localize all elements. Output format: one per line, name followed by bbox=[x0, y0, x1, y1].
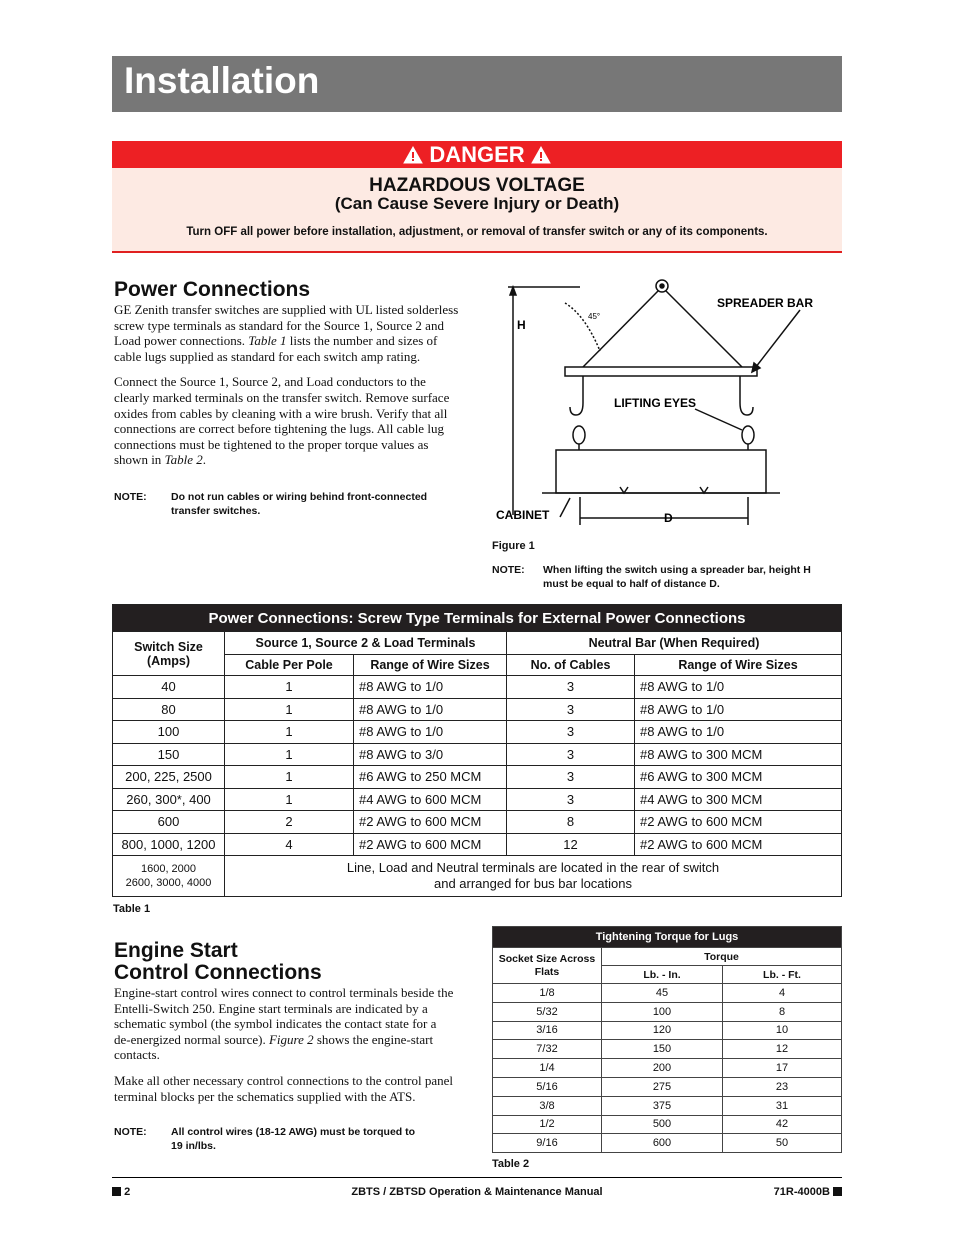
lifting-diagram bbox=[490, 275, 842, 535]
wire-range-cell: #4 AWG to 600 MCM bbox=[354, 788, 507, 811]
table-row bbox=[113, 698, 842, 721]
cable-per-pole-cell: 1 bbox=[225, 721, 354, 744]
neutral-wire-range-cell: #6 AWG to 300 MCM bbox=[635, 766, 842, 789]
neutral-wire-range-cell: #4 AWG to 300 MCM bbox=[635, 788, 842, 811]
header-lb-in: Lb. - In. bbox=[602, 966, 723, 984]
socket-size-cell: 1/2 bbox=[493, 1115, 602, 1134]
heading-line: Engine Start bbox=[114, 939, 238, 962]
table-row bbox=[113, 856, 842, 897]
torque-lb-ft-cell: 12 bbox=[723, 1040, 842, 1059]
power-connections-table bbox=[112, 604, 842, 897]
switch-size-cell bbox=[113, 856, 225, 897]
table-title: Power Connections: Screw Type Terminals for External Power Connections bbox=[113, 605, 842, 632]
cable-count-cell: 3 bbox=[507, 743, 635, 766]
warning-triangle-icon bbox=[531, 146, 551, 164]
table-row bbox=[493, 1002, 842, 1021]
table-row bbox=[493, 1134, 842, 1153]
switch-size-cell: 800, 1000, 1200 bbox=[113, 833, 225, 856]
danger-header bbox=[112, 141, 842, 168]
spreader-bar-label: SPREADER BAR bbox=[717, 296, 814, 310]
paragraph-text: Engine-start control wires connect to control terminals beside the Entelli-Switch 250. Engine start terminals are indicated by a schematic symbol (the symbol indicates the contact state for a de-energized normal source). bbox=[114, 985, 454, 1047]
hazard-title: HAZARDOUS VOLTAGE bbox=[369, 175, 585, 196]
cable-per-pole-cell: 1 bbox=[225, 788, 354, 811]
header-lb-ft: Lb. - Ft. bbox=[723, 966, 842, 984]
height-label: H bbox=[517, 318, 526, 332]
torque-lb-ft-cell: 50 bbox=[723, 1134, 842, 1153]
table-row bbox=[493, 1115, 842, 1134]
wire-range-cell: #8 AWG to 1/0 bbox=[354, 698, 507, 721]
square-bullet-icon bbox=[833, 1187, 842, 1196]
torque-lb-in-cell: 375 bbox=[602, 1096, 723, 1115]
neutral-wire-range-cell: #8 AWG to 1/0 bbox=[635, 676, 842, 699]
wire-range-cell: #2 AWG to 600 MCM bbox=[354, 811, 507, 834]
table-row bbox=[493, 1096, 842, 1115]
table-row bbox=[493, 1040, 842, 1059]
lifting-eyes-label: LIFTING EYES bbox=[614, 396, 697, 410]
table-title: Tightening Torque for Lugs bbox=[493, 927, 842, 948]
neutral-wire-range-cell: #2 AWG to 600 MCM bbox=[635, 833, 842, 856]
torque-lb-in-cell: 45 bbox=[602, 984, 723, 1003]
switch-size-cell: 150 bbox=[113, 743, 225, 766]
cable-per-pole-cell: 2 bbox=[225, 811, 354, 834]
wire-range-cell: #8 AWG to 1/0 bbox=[354, 721, 507, 744]
cable-per-pole-cell: 1 bbox=[225, 743, 354, 766]
cable-per-pole-cell: 4 bbox=[225, 833, 354, 856]
table-caption: Table 2 bbox=[492, 1158, 530, 1170]
switch-size-cell: 260, 300*, 400 bbox=[113, 788, 225, 811]
cable-count-cell: 3 bbox=[507, 721, 635, 744]
table-row bbox=[113, 676, 842, 699]
paragraph-text: shows the engine-start contacts. bbox=[114, 1031, 434, 1063]
torque-lb-ft-cell: 42 bbox=[723, 1115, 842, 1134]
power-connections-paragraph-2 bbox=[114, 374, 464, 468]
header-switch-size: Switch Size (Amps) bbox=[113, 632, 225, 676]
header-torque: Torque bbox=[602, 948, 842, 966]
hazard-subtitle: (Can Cause Severe Injury or Death) bbox=[334, 194, 620, 213]
table-row bbox=[493, 1059, 842, 1078]
danger-label: DANGER bbox=[429, 142, 525, 167]
cable-count-cell: 3 bbox=[507, 788, 635, 811]
header-socket-size: Socket Size Across Flats bbox=[493, 948, 602, 984]
cable-count-cell: 3 bbox=[507, 766, 635, 789]
wire-range-cell: #8 AWG to 3/0 bbox=[354, 743, 507, 766]
switch-size-cell: 80 bbox=[113, 698, 225, 721]
table-body bbox=[113, 676, 842, 856]
header-range-wire-sizes: Range of Wire Sizes bbox=[635, 655, 842, 676]
socket-size-cell: 7/32 bbox=[493, 1040, 602, 1059]
engine-start-section bbox=[114, 940, 454, 1104]
table-row bbox=[113, 788, 842, 811]
table-row bbox=[113, 833, 842, 856]
engine-start-note bbox=[114, 1125, 454, 1155]
table-row bbox=[113, 743, 842, 766]
distance-label: D bbox=[664, 511, 673, 525]
figure-caption: Figure 1 bbox=[492, 540, 535, 552]
torque-lb-ft-cell: 23 bbox=[723, 1077, 842, 1096]
footer-rule bbox=[112, 1177, 842, 1178]
footer-doc-number bbox=[774, 1186, 842, 1198]
cable-count-cell: 3 bbox=[507, 698, 635, 721]
danger-notice bbox=[112, 141, 842, 253]
hazard-text: Turn OFF all power before installation, adjustment, or removal of transfer switch or any of its components. bbox=[186, 226, 768, 238]
switch-size-cell: 200, 225, 2500 bbox=[113, 766, 225, 789]
torque-lb-in-cell: 150 bbox=[602, 1040, 723, 1059]
table-row bbox=[493, 984, 842, 1003]
note-text: When lifting the switch using a spreader bar, height H must be equal to half of distance D. bbox=[543, 564, 811, 590]
cell-text: and arranged for bus bar locations bbox=[433, 876, 632, 891]
angle-label: 45° bbox=[588, 312, 601, 321]
socket-size-cell: 5/16 bbox=[493, 1077, 602, 1096]
switch-size-cell: 100 bbox=[113, 721, 225, 744]
power-connections-note bbox=[114, 490, 454, 520]
power-connections-paragraph-1 bbox=[114, 302, 464, 364]
cell-text: 2600, 3000, 4000 bbox=[125, 877, 212, 889]
table-row bbox=[113, 721, 842, 744]
footer-manual-title: ZBTS / ZBTSD Operation & Maintenance Manual bbox=[351, 1186, 603, 1198]
wire-range-cell: #6 AWG to 250 MCM bbox=[354, 766, 507, 789]
page-number: 2 bbox=[124, 1186, 131, 1198]
warning-triangle-icon bbox=[403, 146, 423, 164]
note-label: NOTE: bbox=[114, 491, 147, 503]
table-row bbox=[113, 766, 842, 789]
torque-lb-in-cell: 120 bbox=[602, 1021, 723, 1040]
cable-count-cell: 8 bbox=[507, 811, 635, 834]
switch-size-cell: 40 bbox=[113, 676, 225, 699]
socket-size-cell: 1/8 bbox=[493, 984, 602, 1003]
figure-reference: Figure 2 bbox=[268, 1031, 314, 1047]
cable-per-pole-cell: 1 bbox=[225, 698, 354, 721]
table-row bbox=[493, 1077, 842, 1096]
neutral-wire-range-cell: #2 AWG to 600 MCM bbox=[635, 811, 842, 834]
power-connections-section bbox=[114, 279, 464, 468]
engine-start-paragraph-1 bbox=[114, 985, 454, 1063]
table-caption: Table 1 bbox=[113, 903, 151, 915]
neutral-wire-range-cell: #8 AWG to 1/0 bbox=[635, 698, 842, 721]
torque-lb-ft-cell: 10 bbox=[723, 1021, 842, 1040]
doc-number: 71R-4000B bbox=[773, 1186, 830, 1198]
note-label: NOTE: bbox=[492, 564, 525, 576]
torque-lb-ft-cell: 4 bbox=[723, 984, 842, 1003]
socket-size-cell: 9/16 bbox=[493, 1134, 602, 1153]
neutral-wire-range-cell: #8 AWG to 1/0 bbox=[635, 721, 842, 744]
note-text: Do not run cables or wiring behind front-connected transfer switches. bbox=[171, 491, 428, 517]
note-label: NOTE: bbox=[114, 1126, 147, 1138]
table-body bbox=[493, 984, 842, 1153]
torque-lb-in-cell: 275 bbox=[602, 1077, 723, 1096]
cell-text: 1600, 2000 bbox=[140, 863, 197, 875]
socket-size-cell: 3/16 bbox=[493, 1021, 602, 1040]
title-bar bbox=[112, 56, 842, 112]
power-connections-heading: Power Connections bbox=[114, 278, 311, 301]
paragraph-text: GE Zenith transfer switches are supplied with UL listed solderless screw type terminals as standard for the Source 1, Source 2 and Load power connections. bbox=[114, 302, 459, 349]
socket-size-cell: 1/4 bbox=[493, 1059, 602, 1078]
header-neutral-bar: Neutral Bar (When Required) bbox=[507, 632, 842, 655]
table-row bbox=[113, 811, 842, 834]
heading-line: Control Connections bbox=[114, 961, 322, 984]
torque-lb-in-cell: 500 bbox=[602, 1115, 723, 1134]
socket-size-cell: 3/8 bbox=[493, 1096, 602, 1115]
table-reference: Table 1 bbox=[248, 333, 287, 349]
cable-per-pole-cell: 1 bbox=[225, 766, 354, 789]
cable-count-cell: 3 bbox=[507, 676, 635, 699]
paragraph-text: lists the number and sizes of cable lugs supplied as standard for each switch amp rating. bbox=[114, 333, 438, 364]
switch-size-cell: 600 bbox=[113, 811, 225, 834]
wire-range-cell: #8 AWG to 1/0 bbox=[354, 676, 507, 699]
torque-table bbox=[492, 926, 842, 1153]
header-source-load: Source 1, Source 2 & Load Terminals bbox=[225, 632, 507, 655]
torque-lb-in-cell: 200 bbox=[602, 1059, 723, 1078]
cabinet-label: CABINET bbox=[496, 508, 550, 522]
engine-start-paragraph-2: Make all other necessary control connections to the control panel terminal blocks per the schematics supplied with the ATS. bbox=[114, 1072, 453, 1104]
cable-count-cell: 12 bbox=[507, 833, 635, 856]
engine-start-heading bbox=[114, 940, 454, 984]
header-range-wire-sizes: Range of Wire Sizes bbox=[354, 655, 507, 676]
header-no-of-cables: No. of Cables bbox=[507, 655, 635, 676]
wire-range-cell: #2 AWG to 600 MCM bbox=[354, 833, 507, 856]
paragraph-text: Connect the Source 1, Source 2, and Load conductors to the clearly marked terminals on the transfer switch. Remove surface oxides from cables by cleaning with a wire brush. Verify that all connections are correct before tightening the lugs. All cable lug connections must be tightened to the proper torque values as shown in bbox=[114, 374, 450, 468]
table-row bbox=[493, 1021, 842, 1040]
page-title: Installation bbox=[124, 60, 320, 101]
torque-lb-in-cell: 600 bbox=[602, 1134, 723, 1153]
cable-per-pole-cell: 1 bbox=[225, 676, 354, 699]
paragraph-text: . bbox=[202, 452, 206, 468]
cell-text: Line, Load and Neutral terminals are located in the rear of switch bbox=[346, 860, 720, 875]
torque-lb-ft-cell: 31 bbox=[723, 1096, 842, 1115]
header-cable-per-pole: Cable Per Pole bbox=[225, 655, 354, 676]
socket-size-cell: 5/32 bbox=[493, 1002, 602, 1021]
figure-note bbox=[492, 563, 837, 593]
torque-lb-ft-cell: 8 bbox=[723, 1002, 842, 1021]
note-text: All control wires (18-12 AWG) must be torqued to 19 in/lbs. bbox=[171, 1126, 416, 1152]
bus-bar-note-cell bbox=[225, 856, 842, 897]
neutral-wire-range-cell: #8 AWG to 300 MCM bbox=[635, 743, 842, 766]
torque-lb-in-cell: 100 bbox=[602, 1002, 723, 1021]
torque-lb-ft-cell: 17 bbox=[723, 1059, 842, 1078]
table-reference: Table 2 bbox=[164, 452, 203, 468]
